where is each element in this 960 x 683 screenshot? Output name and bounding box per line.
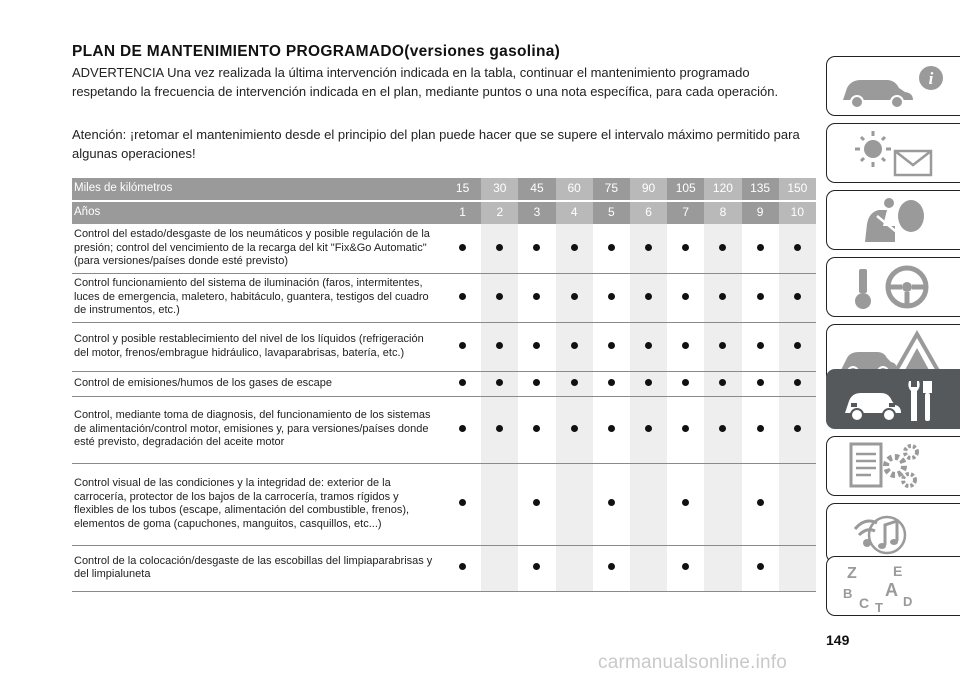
- interval-cell: [742, 545, 779, 591]
- index-letter: T: [875, 600, 883, 612]
- scheduled-dot: [757, 563, 764, 570]
- interval-cell: [630, 396, 667, 463]
- interval-cell: [704, 322, 741, 371]
- scheduled-dot: [645, 244, 652, 251]
- warning-lights-icon: [837, 129, 957, 179]
- interval-cell: [593, 371, 630, 396]
- interval-cell: [444, 396, 481, 463]
- interval-cell: [667, 273, 704, 322]
- interval-cell: [779, 371, 816, 396]
- years-header-cell: 7: [667, 201, 704, 224]
- scheduled-dot: [757, 293, 764, 300]
- km-header-cell: 45: [518, 178, 555, 201]
- interval-cell: [667, 322, 704, 371]
- page-title: PLAN DE MANTENIMIENTO PROGRAMADO(versiones gasolina): [72, 43, 561, 60]
- scheduled-dot: [533, 342, 540, 349]
- scheduled-dot: [682, 499, 689, 506]
- interval-cell: [742, 463, 779, 545]
- scheduled-dot: [608, 563, 615, 570]
- years-header-cell: 2: [481, 201, 518, 224]
- km-header-row: [72, 178, 816, 201]
- scheduled-dot: [608, 244, 615, 251]
- interval-cell: [518, 545, 555, 591]
- scheduled-dot: [496, 342, 503, 349]
- km-header-cell: 15: [444, 178, 481, 201]
- operation-description: Control visual de las condiciones y la integridad de: exterior de la carrocería, protector de los bajos de la carrocería, tramos rígidos y flexibles de los tubos (escape, alimentación del combustible, frenos), elementos de goma (capuchones, manguitos, casquillos, etc...): [72, 463, 444, 545]
- interval-cell: [593, 463, 630, 545]
- interval-cell: [518, 224, 555, 273]
- interval-cell: [667, 396, 704, 463]
- scheduled-dot: [459, 425, 466, 432]
- interval-cell: [704, 224, 741, 273]
- scheduled-dot: [682, 293, 689, 300]
- operation-description: Control de emisiones/humos de los gases de escape: [72, 371, 444, 396]
- km-header-cell: 120: [704, 178, 741, 201]
- scheduled-dot: [533, 499, 540, 506]
- scheduled-dot: [645, 379, 652, 386]
- interval-cell: [704, 371, 741, 396]
- tab-maintenance[interactable]: [826, 369, 960, 429]
- interval-cell: [444, 545, 481, 591]
- interval-cell: [704, 545, 741, 591]
- table-row: [72, 396, 816, 463]
- scheduled-dot: [645, 342, 652, 349]
- scheduled-dot: [645, 293, 652, 300]
- interval-cell: [630, 224, 667, 273]
- interval-cell: [481, 545, 518, 591]
- scheduled-dot: [459, 563, 466, 570]
- table-row: [72, 273, 816, 322]
- interval-cell: [556, 224, 593, 273]
- interval-cell: [630, 371, 667, 396]
- interval-cell: [630, 463, 667, 545]
- multimedia-icon: [837, 509, 957, 559]
- scheduled-dot: [496, 293, 503, 300]
- scheduled-dot: [757, 425, 764, 432]
- years-header-cell: 8: [704, 201, 741, 224]
- index-letter: Z: [847, 565, 857, 582]
- interval-cell: [742, 224, 779, 273]
- specifications-gears-icon: [837, 442, 957, 492]
- scheduled-dot: [719, 342, 726, 349]
- scheduled-dot: [719, 379, 726, 386]
- maintenance-table: [72, 178, 816, 592]
- alphabetical-index-icon: [837, 562, 957, 612]
- interval-cell: [779, 224, 816, 273]
- scheduled-dot: [682, 425, 689, 432]
- interval-cell: [518, 371, 555, 396]
- scheduled-dot: [571, 342, 578, 349]
- scheduled-dot: [794, 379, 801, 386]
- interval-cell: [779, 322, 816, 371]
- scheduled-dot: [757, 499, 764, 506]
- scheduled-dot: [571, 244, 578, 251]
- table-row: [72, 224, 816, 273]
- interval-cell: [667, 545, 704, 591]
- index-letter: E: [893, 563, 903, 579]
- interval-cell: [667, 224, 704, 273]
- tab-index[interactable]: [826, 556, 960, 616]
- tab-starting-driving[interactable]: [826, 257, 960, 317]
- scheduled-dot: [533, 379, 540, 386]
- years-header-cell: 10: [779, 201, 816, 224]
- scheduled-dot: [682, 379, 689, 386]
- scheduled-dot: [608, 293, 615, 300]
- interval-cell: [444, 371, 481, 396]
- scheduled-dot: [571, 379, 578, 386]
- interval-cell: [556, 545, 593, 591]
- scheduled-dot: [459, 244, 466, 251]
- interval-cell: [593, 322, 630, 371]
- interval-cell: [481, 224, 518, 273]
- interval-cell: [481, 322, 518, 371]
- km-header-label: Miles de kilómetros: [72, 178, 444, 201]
- scheduled-dot: [682, 244, 689, 251]
- interval-cell: [742, 396, 779, 463]
- key-steering-wheel-icon: [837, 263, 957, 313]
- km-header-cell: 75: [593, 178, 630, 201]
- km-header-cell: 30: [481, 178, 518, 201]
- interval-cell: [593, 396, 630, 463]
- airbag-seat-icon: [837, 196, 957, 246]
- operation-description: Control del estado/desgaste de los neumáticos y posible regulación de la presión; control del vencimiento de la recarga del kit "Fix&Go Automatic" (para versiones/países donde esté previsto): [72, 224, 444, 273]
- operation-description: Control de la colocación/desgaste de las escobillas del limpiaparabrisas y del limpialuneta: [72, 545, 444, 591]
- interval-cell: [779, 396, 816, 463]
- scheduled-dot: [496, 379, 503, 386]
- years-header-cell: 5: [593, 201, 630, 224]
- interval-cell: [518, 396, 555, 463]
- interval-cell: [481, 273, 518, 322]
- interval-cell: [556, 322, 593, 371]
- svg-text:i: i: [928, 69, 934, 88]
- scheduled-dot: [459, 499, 466, 506]
- scheduled-dot: [794, 293, 801, 300]
- tab-car-info[interactable]: [826, 56, 960, 116]
- index-letter: C: [859, 595, 870, 611]
- tab-multimedia[interactable]: [826, 503, 960, 563]
- scheduled-dot: [719, 244, 726, 251]
- operation-description: Control, mediante toma de diagnosis, del funcionamiento de los sistemas de alimentación/control motor, emisiones y, para versiones/países donde esté previsto, degradación del aceite motor: [72, 396, 444, 463]
- interval-cell: [704, 463, 741, 545]
- interval-cell: [630, 273, 667, 322]
- warning-paragraph: ADVERTENCIA Una vez realizada la última intervención indicada en la tabla, continuar el mantenimiento programado respetando la frecuencia de intervención indicada en el plan, mediante puntos o una nota específica, para cada operación.: [72, 65, 779, 99]
- interval-cell: [556, 273, 593, 322]
- years-header-cell: 4: [556, 201, 593, 224]
- km-header-cell: 150: [779, 178, 816, 201]
- index-letter: D: [903, 594, 913, 609]
- tab-technical-data[interactable]: [826, 436, 960, 496]
- scheduled-dot: [533, 293, 540, 300]
- interval-cell: [667, 463, 704, 545]
- interval-cell: [742, 322, 779, 371]
- car-info-icon: [837, 62, 957, 112]
- operation-description: Control funcionamiento del sistema de iluminación (faros, intermitentes, luces de emergencia, maletero, habitáculo, guantera, testigos del cuadro de instrumentos, etc.): [72, 273, 444, 322]
- interval-cell: [779, 273, 816, 322]
- scheduled-dot: [459, 379, 466, 386]
- scheduled-dot: [608, 425, 615, 432]
- interval-cell: [779, 463, 816, 545]
- page-number: 149: [826, 632, 850, 648]
- interval-cell: [742, 273, 779, 322]
- interval-cell: [704, 273, 741, 322]
- interval-cell: [556, 463, 593, 545]
- interval-cell: [444, 463, 481, 545]
- scheduled-dot: [794, 425, 801, 432]
- years-header-cell: 6: [630, 201, 667, 224]
- scheduled-dot: [757, 379, 764, 386]
- interval-cell: [481, 396, 518, 463]
- interval-cell: [444, 224, 481, 273]
- scheduled-dot: [794, 244, 801, 251]
- scheduled-dot: [571, 293, 578, 300]
- scheduled-dot: [459, 293, 466, 300]
- scheduled-dot: [719, 293, 726, 300]
- interval-cell: [667, 371, 704, 396]
- years-header-cell: 3: [518, 201, 555, 224]
- interval-cell: [518, 273, 555, 322]
- years-header-label: Años: [72, 201, 444, 224]
- interval-cell: [556, 371, 593, 396]
- interval-cell: [518, 322, 555, 371]
- interval-cell: [593, 545, 630, 591]
- scheduled-dot: [608, 342, 615, 349]
- scheduled-dot: [571, 425, 578, 432]
- interval-cell: [481, 463, 518, 545]
- interval-cell: [518, 463, 555, 545]
- interval-cell: [556, 396, 593, 463]
- table-row: [72, 545, 816, 591]
- scheduled-dot: [645, 425, 652, 432]
- table-row: [72, 463, 816, 545]
- scheduled-dot: [533, 563, 540, 570]
- scheduled-dot: [757, 342, 764, 349]
- interval-cell: [593, 224, 630, 273]
- interval-cell: [481, 371, 518, 396]
- index-letter: A: [885, 580, 898, 600]
- tab-safety[interactable]: [826, 190, 960, 250]
- operation-description: Control y posible restablecimiento del nivel de los líquidos (refrigeración del motor, frenos/embrague hidráulico, lavaparabrisas, batería, etc.): [72, 322, 444, 371]
- scheduled-dot: [794, 342, 801, 349]
- interval-cell: [704, 396, 741, 463]
- attention-paragraph: Atención: ¡retomar el mantenimiento desde el principio del plan puede hacer que se supere el intervalo máximo permitido para algunas operaciones!: [72, 127, 800, 161]
- scheduled-dot: [757, 244, 764, 251]
- years-header-cell: 9: [742, 201, 779, 224]
- scheduled-dot: [719, 425, 726, 432]
- interval-cell: [630, 322, 667, 371]
- car-maintenance-icon: [837, 375, 957, 425]
- interval-cell: [630, 545, 667, 591]
- index-letter: B: [843, 586, 853, 601]
- scheduled-dot: [608, 499, 615, 506]
- table-row: [72, 322, 816, 371]
- years-header-row: [72, 201, 816, 224]
- scheduled-dot: [682, 563, 689, 570]
- interval-cell: [593, 273, 630, 322]
- interval-cell: [779, 545, 816, 591]
- scheduled-dot: [533, 425, 540, 432]
- km-header-cell: 135: [742, 178, 779, 201]
- scheduled-dot: [459, 342, 466, 349]
- km-header-cell: 60: [556, 178, 593, 201]
- tab-warning-lights[interactable]: [826, 123, 960, 183]
- scheduled-dot: [496, 244, 503, 251]
- interval-cell: [444, 322, 481, 371]
- scheduled-dot: [608, 379, 615, 386]
- table-row: [72, 371, 816, 396]
- scheduled-dot: [496, 425, 503, 432]
- watermark: carmanualsonline.info: [598, 652, 788, 673]
- interval-cell: [742, 371, 779, 396]
- km-header-cell: 105: [667, 178, 704, 201]
- km-header-cell: 90: [630, 178, 667, 201]
- years-header-cell: 1: [444, 201, 481, 224]
- interval-cell: [444, 273, 481, 322]
- scheduled-dot: [533, 244, 540, 251]
- scheduled-dot: [682, 342, 689, 349]
